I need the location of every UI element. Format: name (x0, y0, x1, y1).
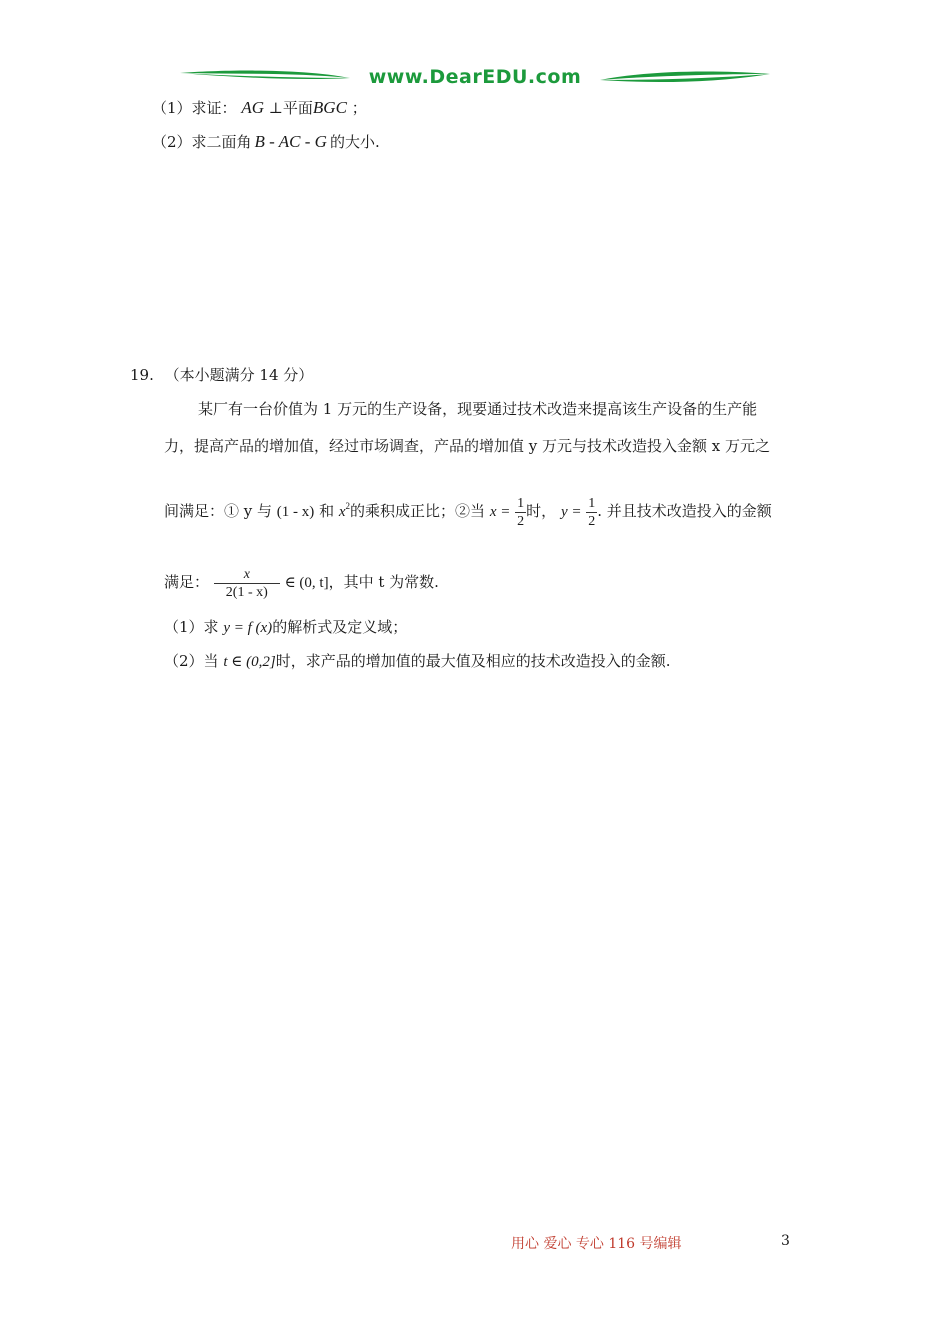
q19-score: （本小题满分 14 分） (164, 366, 314, 384)
q19-line3 (164, 486, 772, 529)
q19-line3-fraction-2 (586, 495, 597, 530)
q19-line1: 某厂有一台价值为 1 万元的生产设备，现要通过技术改造来提高该生产设备的生产能 (198, 400, 758, 418)
q19-line3-frac2-num: 1 (588, 495, 596, 511)
q18-part1-plane: 平面 (282, 99, 313, 117)
q19-part1 (164, 617, 407, 638)
q19-line3-a: 间满足：① y 与 (164, 502, 273, 520)
q19-line3-d: $x^2$ (338, 501, 351, 520)
q19-line3-i: . 并且技术改造投入的金额 (597, 502, 772, 520)
q19-line3-frac1-num: 1 (517, 495, 525, 511)
q19-line4-c: ，其中 t 为常数. (328, 573, 439, 591)
q18-part2-expr: B - AC - G (254, 132, 327, 151)
q18-part2-label: （2）求二面角 (152, 133, 252, 151)
q18-part1-end: ； (351, 99, 367, 117)
q19-line3-g: 时， (526, 502, 557, 520)
q19-part1-label: （1）求 (164, 618, 219, 636)
q19-part1-end: 的解析式及定义域； (272, 618, 408, 636)
q19-part2-label: （2）当 (164, 652, 219, 670)
q19-line3-d-sup: 2 (345, 501, 351, 511)
q18-part2-end: 的大小. (329, 133, 380, 151)
q19-line3-e: 的乘积成正比；②当 (350, 502, 486, 520)
footer-text: 用心 爱心 专心 116 号编辑 (511, 1236, 682, 1252)
q19-line3-h: y = (560, 504, 582, 520)
page-number: 3 (781, 1233, 790, 1249)
q19-part1-expr: y = f (x) (223, 620, 273, 636)
q19-line4-a: 满足： (164, 573, 210, 591)
q19-line3-frac2-den: 2 (588, 513, 596, 529)
q19-line4 (164, 560, 439, 604)
q19-line3-f: x = (489, 504, 511, 520)
header-site-name: www.DearEDU.com (368, 66, 582, 88)
q18-part1-perp: ⊥ (268, 99, 283, 117)
q18-part1-expr-b: BGC (312, 98, 347, 117)
q18-part1-expr-a: AG (241, 98, 264, 117)
q18-part2 (152, 132, 380, 152)
q19-line4-frac-den: 2(1 - x) (225, 584, 268, 600)
q19-part2-end: 时，求产品的增加值的最大值及相应的技术改造投入的金额. (275, 652, 671, 670)
q18-part1-label: （1）求证： (152, 99, 237, 117)
q19-line4-frac-num: x (243, 566, 250, 582)
q19-line3-frac1-den: 2 (517, 513, 525, 529)
q19-heading (130, 365, 313, 385)
q18-part1 (152, 98, 367, 118)
q19-line3-fraction-1 (515, 495, 526, 530)
q19-line4-fraction (214, 566, 280, 601)
q19-number: 19. (130, 366, 154, 384)
header-logo (180, 64, 770, 94)
q19-line2: 力，提高产品的增加值，经过市场调查，产品的增加值 y 万元与技术改造投入金额 x 万元之 (164, 437, 771, 455)
q19-line3-c: 和 (319, 502, 335, 520)
q19-part2 (164, 651, 670, 672)
q19-line3-b: (1 - x) (276, 504, 315, 520)
q19-part2-expr: t ∈ (0,2] (223, 654, 276, 670)
q19-line4-b: ∈ (0, t] (284, 575, 329, 591)
